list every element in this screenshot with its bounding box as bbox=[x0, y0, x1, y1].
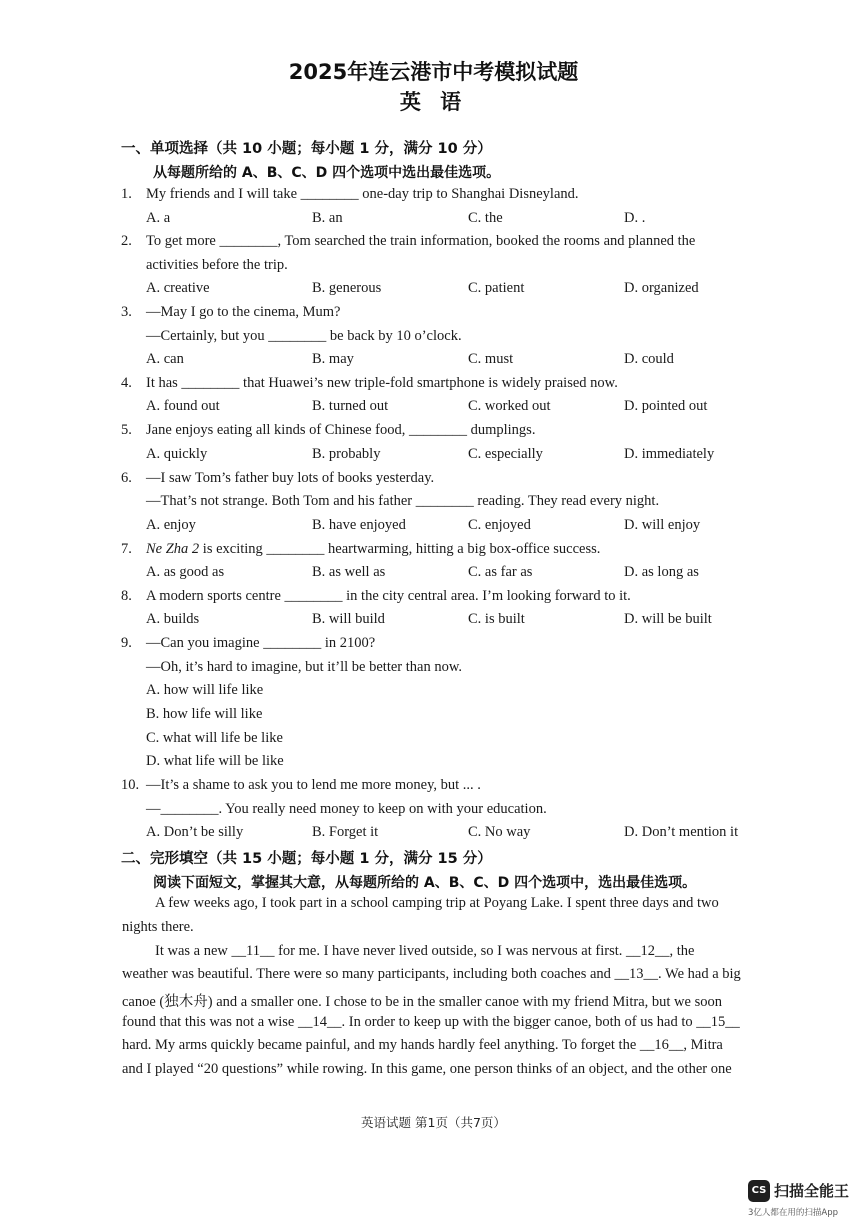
question-stem: —I saw Tom’s father buy lots of books yesterday. bbox=[146, 470, 435, 486]
option-d: D. could bbox=[624, 351, 674, 367]
option-d: D. will be built bbox=[624, 611, 712, 627]
option-d: D. organized bbox=[624, 280, 699, 296]
question-number: 2. bbox=[121, 233, 132, 249]
passage-line: weather was beautiful. There were so many participants, including both coaches and __13__. We had a big bbox=[122, 966, 741, 982]
option-a: A. quickly bbox=[146, 446, 208, 462]
question-stem: —May I go to the cinema, Mum? bbox=[146, 304, 341, 320]
option-d: D. pointed out bbox=[624, 398, 708, 414]
option-c: C. as far as bbox=[468, 564, 533, 580]
question-stem-text: is exciting ________ heartwarming, hitting a big box-office success. bbox=[199, 541, 601, 557]
question-number: 4. bbox=[121, 375, 132, 391]
passage-line: It was a new __11__ for me. I have never lived outside, so I was nervous at first. __12__, the bbox=[155, 943, 695, 959]
question-number: 6. bbox=[121, 470, 132, 486]
option-d: D. as long as bbox=[624, 564, 699, 580]
option-a: A. enjoy bbox=[146, 517, 196, 533]
question-stem: A modern sports centre ________ in the city central area. I’m looking forward to it. bbox=[146, 588, 631, 604]
section1-instruction: 从每题所给的 A、B、C、D 四个选项中选出最佳选项。 bbox=[153, 165, 501, 181]
question-number: 5. bbox=[121, 422, 132, 438]
option-c: C. the bbox=[468, 210, 503, 226]
option-b: B. may bbox=[312, 351, 354, 367]
subject-title: 英 语 bbox=[399, 90, 468, 114]
option-c: C. especially bbox=[468, 446, 543, 462]
question-stem: It has ________ that Huawei’s new triple-fold smartphone is widely praised now. bbox=[146, 375, 618, 391]
option-b: B. have enjoyed bbox=[312, 517, 406, 533]
passage-line: found that this was not a wise __14__. In order to keep up with the bigger canoe, both of us had to __15__ bbox=[122, 1014, 740, 1030]
option-c: C. must bbox=[468, 351, 514, 367]
question-stem: —Can you imagine ________ in 2100? bbox=[146, 635, 376, 651]
option-b: B. generous bbox=[312, 280, 382, 296]
passage-line: A few weeks ago, I took part in a school camping trip at Poyang Lake. I spent three days and two bbox=[155, 895, 719, 911]
option-c: C. what will life be like bbox=[146, 730, 283, 746]
option-d: D. . bbox=[624, 210, 646, 226]
film-title: Ne Zha 2 bbox=[146, 541, 200, 557]
passage-line: hard. My arms quickly became painful, and my hands hardly feel anything. To forget the __16__, Mitra bbox=[122, 1037, 723, 1053]
question-stem-cont: —________. You really need money to keep on with your education. bbox=[146, 801, 547, 817]
option-a: A. as good as bbox=[146, 564, 225, 580]
option-a: A. creative bbox=[146, 280, 210, 296]
option-a: A. Don’t be silly bbox=[146, 824, 244, 840]
passage-line: canoe (独木舟) and a smaller one. I chose to be in the smaller canoe with my friend Mitra, but we soon bbox=[122, 994, 722, 1010]
option-b: B. probably bbox=[312, 446, 381, 462]
option-b: B. as well as bbox=[312, 564, 386, 580]
passage-line: and I played “20 questions” while rowing. In this game, one person thinks of an object, and the other one bbox=[122, 1061, 732, 1077]
option-b: B. turned out bbox=[312, 398, 389, 414]
option-a: A. found out bbox=[146, 398, 220, 414]
option-a: A. a bbox=[146, 210, 171, 226]
question-number: 1. bbox=[121, 186, 132, 202]
question-stem: Jane enjoys eating all kinds of Chinese food, ________ dumplings. bbox=[146, 422, 536, 438]
option-b: B. will build bbox=[312, 611, 385, 627]
option-d: D. Don’t mention it bbox=[624, 824, 739, 840]
question-stem: —It’s a shame to ask you to lend me more money, but ... . bbox=[146, 777, 481, 793]
option-d: D. immediately bbox=[624, 446, 715, 462]
section2-instruction: 阅读下面短文，掌握其大意，从每题所给的 A、B、C、D 四个选项中，选出最佳选项。 bbox=[153, 875, 697, 891]
option-a: A. can bbox=[146, 351, 184, 367]
option-d: D. what life will be like bbox=[146, 753, 284, 769]
question-number: 10. bbox=[121, 777, 140, 793]
watermark-tagline: 3亿人都在用的扫描App bbox=[748, 1208, 839, 1218]
option-a: A. how will life like bbox=[146, 682, 264, 698]
question-number: 9. bbox=[121, 635, 132, 651]
option-c: C. enjoyed bbox=[468, 517, 531, 533]
passage-line: nights there. bbox=[122, 919, 194, 935]
page-footer: 英语试题 第1页（共7页） bbox=[361, 1115, 506, 1130]
question-stem-cont: activities before the trip. bbox=[146, 257, 288, 273]
option-c: C. worked out bbox=[468, 398, 551, 414]
question-stem bbox=[146, 541, 600, 558]
option-d: D. will enjoy bbox=[624, 517, 701, 533]
question-number: 3. bbox=[121, 304, 132, 320]
question-stem: To get more ________, Tom searched the train information, booked the rooms and planned the bbox=[146, 233, 696, 249]
option-b: B. how life will like bbox=[146, 706, 263, 722]
question-number: 7. bbox=[121, 541, 132, 557]
question-stem-cont: —Oh, it’s hard to imagine, but it’ll be better than now. bbox=[146, 659, 462, 675]
camscanner-logo-icon: CS bbox=[748, 1180, 770, 1202]
option-a: A. builds bbox=[146, 611, 200, 627]
section2-heading: 二、完形填空（共 15 小题；每小题 1 分，满分 15 分） bbox=[121, 851, 492, 867]
option-b: B. an bbox=[312, 210, 343, 226]
question-number: 8. bbox=[121, 588, 132, 604]
question-stem: My friends and I will take ________ one-day trip to Shanghai Disneyland. bbox=[146, 186, 579, 202]
option-b: B. Forget it bbox=[312, 824, 379, 840]
option-c: C. No way bbox=[468, 824, 531, 840]
section1-heading: 一、单项选择（共 10 小题；每小题 1 分，满分 10 分） bbox=[121, 141, 492, 157]
option-c: C. patient bbox=[468, 280, 525, 296]
watermark-brand: 扫描全能王 bbox=[774, 1182, 850, 1200]
option-c: C. is built bbox=[468, 611, 525, 627]
question-stem-cont: —That’s not strange. Both Tom and his father ________ reading. They read every night. bbox=[146, 493, 660, 509]
exam-title: 2025年连云港市中考模拟试题 bbox=[288, 60, 579, 84]
question-stem-cont: —Certainly, but you ________ be back by 10 o’clock. bbox=[146, 328, 462, 344]
